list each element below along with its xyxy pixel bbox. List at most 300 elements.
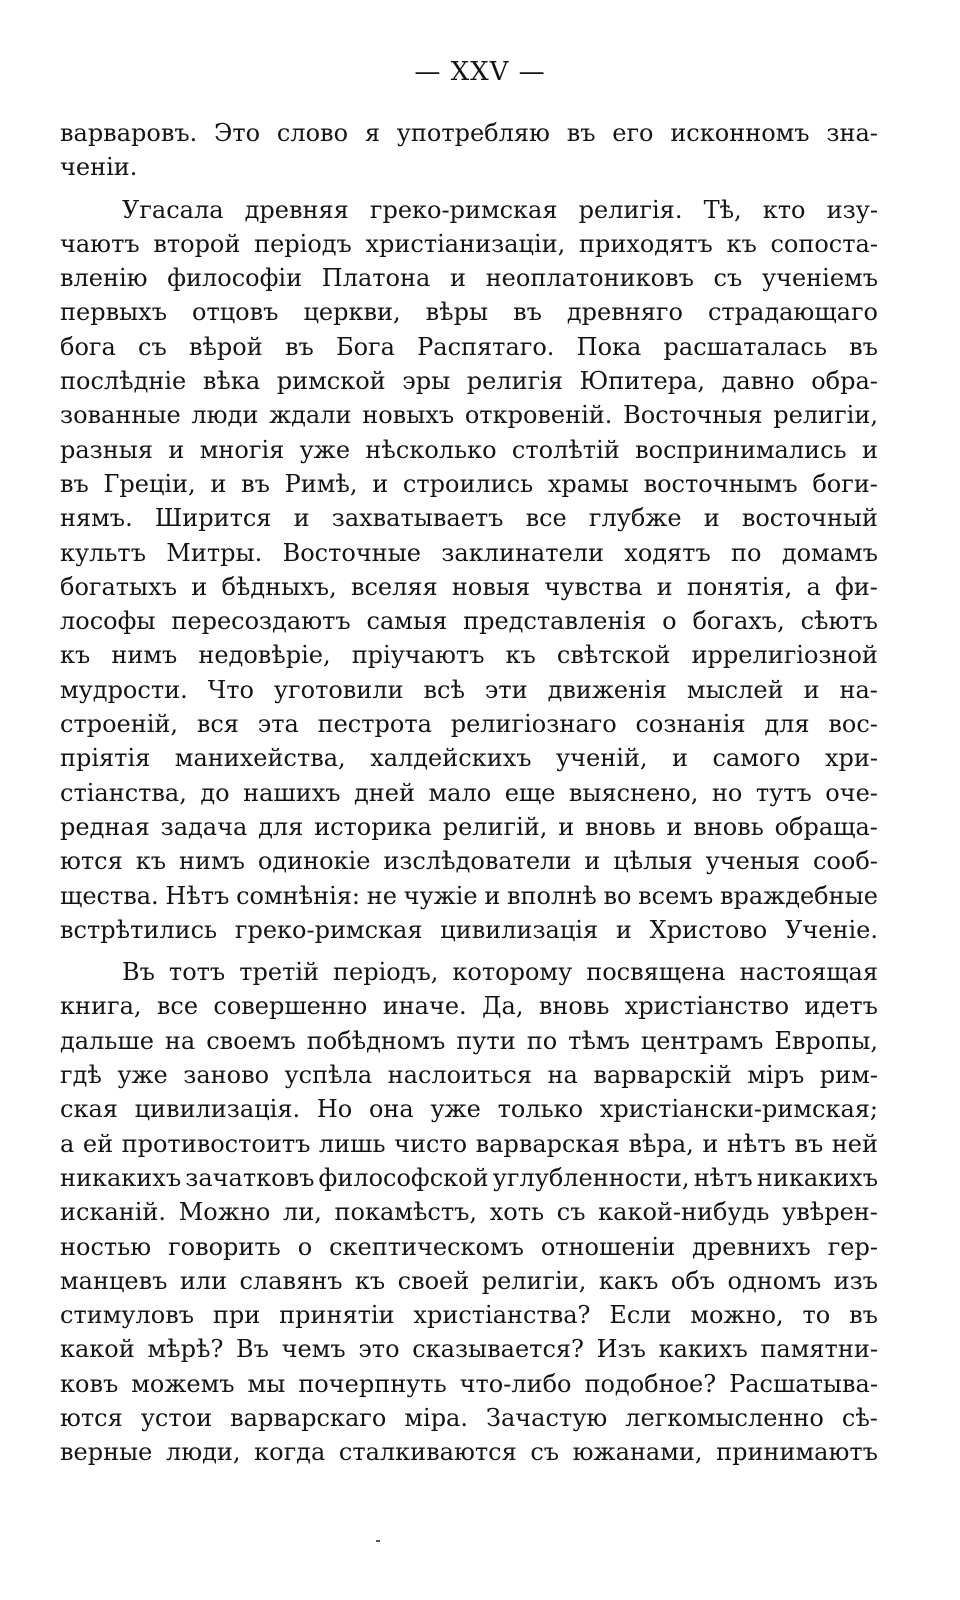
word: богатыхъ [60,572,177,601]
word: къ [726,229,757,258]
word: христіанства? [413,1301,591,1330]
word: къ [135,847,166,876]
text-line [60,398,878,432]
word: никакихъ [756,1163,878,1192]
word: въ [513,298,542,327]
word: памятни- [760,1335,878,1364]
word: къ [354,1266,386,1295]
word: для [764,710,810,739]
text-line [60,364,878,398]
word: центрамъ [640,1026,764,1055]
word: и [584,847,601,876]
word: слово [276,119,349,147]
word: при [212,1301,261,1330]
text-line [60,1435,878,1469]
word: греко-римская [234,915,423,944]
word: сѣ- [841,1403,878,1432]
word: нѣсколько [365,435,497,464]
word: вновь [693,812,764,841]
word: религіознаго [450,710,617,739]
word: одинокіе [257,847,371,876]
word: встрѣтились [60,915,218,944]
word: цѣлыя [613,847,693,876]
text-line [60,1161,878,1195]
text-line [60,810,878,844]
word: эры [402,367,451,396]
word: боги- [812,469,878,498]
word: своей [397,1266,470,1295]
word: зачатковъ [185,1163,315,1192]
word: своемъ [206,1026,296,1055]
word: исконномъ [670,119,810,147]
word: изъ [833,1266,878,1295]
word: эта [257,710,299,739]
text-line [60,295,878,329]
word: философіи [167,264,303,293]
word: мудрости. [60,675,188,704]
word: и [615,915,632,944]
word: къ [505,641,536,670]
word: пути [456,1026,516,1055]
word: она [368,1095,414,1124]
word: легкомысленно [625,1403,824,1432]
word: чемъ [281,1335,346,1364]
word: вполнѣ [507,881,597,910]
text-line [60,467,878,501]
word: ностью [60,1232,152,1261]
word: еще [504,778,556,807]
word: Можно [178,1198,271,1227]
word: принимаютъ [716,1438,878,1467]
word: сказывается? [412,1335,584,1364]
word: восточнымъ [643,469,798,498]
word: принятіи [279,1301,395,1330]
text-line [60,1230,878,1264]
word: ются [60,1403,123,1432]
word: религіи, [481,1266,587,1295]
word: столѣтій [511,435,620,464]
word: страдающаго [707,298,878,327]
word: а [60,1129,75,1158]
text-line [60,707,878,741]
word: расшаталась [663,332,827,361]
word: на [547,1061,578,1090]
word: давно [721,367,795,396]
word: Ширится [154,504,272,533]
word: и [449,264,466,293]
word: на [164,1026,196,1055]
word: Римѣ, [284,469,358,498]
word: домамъ [781,538,878,567]
word: посвящена [586,958,726,987]
word: скептическомъ [329,1232,524,1261]
word: чаютъ [60,229,140,258]
word: ученыя [705,847,801,876]
word: люди [191,401,259,430]
page-number-header: — XXV — [414,57,546,87]
text-line [60,1127,878,1161]
word: ней [831,1129,878,1158]
word: ли, [282,1198,322,1227]
word: какъ [598,1266,659,1295]
word: восточный [741,504,878,533]
word: мало [428,778,492,807]
word: недовѣріе, [198,641,331,670]
word: наслоиться [387,1061,533,1090]
word: цивилизація. [134,1095,301,1124]
word: и [168,435,185,464]
word: какой-нибудь [598,1198,770,1227]
word: культъ [60,538,146,567]
word: міра. [404,1403,468,1432]
word: употребляю [396,119,550,147]
word: первыхъ [60,298,167,327]
word: всѣ [423,675,465,704]
word: пріучаютъ [351,641,485,670]
word: и [210,469,227,498]
text-line [60,1332,878,1366]
word: задача [160,812,248,841]
word: и [191,572,208,601]
word: не [366,881,397,910]
word: въ [284,332,314,361]
word: ченіи. [60,153,138,182]
word: Нѣтъ [165,881,230,910]
text-line [60,989,878,1023]
word: въ [60,469,89,498]
word: Восточныя [623,401,763,430]
word: по [526,1026,558,1055]
word: оче- [825,778,878,807]
word: ская [60,1095,118,1124]
word: углубленности, [492,1163,690,1192]
word: щества. [60,881,159,910]
word: храмы [547,469,629,498]
text-line [60,116,878,150]
word: или [179,1266,228,1295]
word: сомнѣнія: [236,881,361,910]
word: приходятъ [578,229,713,258]
word: противостоитъ [121,1129,311,1158]
word: тутъ [755,778,812,807]
word: послѣдніе [60,367,187,396]
word: дальше [60,1026,154,1055]
word: ученіемъ [761,264,878,293]
word: пестрота [317,710,432,739]
word: манцевъ [60,1266,168,1295]
word: Греціи, [103,469,196,498]
word: нашихъ [243,778,341,807]
word: и [666,812,683,841]
word: откровеній. [464,401,613,430]
word: съ [713,264,743,293]
word: чужіе [403,881,478,910]
word: варварская [475,1129,620,1158]
word: славянъ [239,1266,343,1295]
word: мыслей [686,675,784,704]
text-line [60,1058,878,1092]
word: верные [60,1438,153,1467]
word: южанами, [572,1438,703,1467]
word: неоплатониковъ [485,264,694,293]
word: и [702,1129,719,1158]
word: обраща- [774,812,878,841]
word: Юпитера, [579,367,705,396]
word: христіанизаціи, [365,229,566,258]
word: но [711,778,743,807]
word: нямъ. [60,504,133,533]
word: враждебные [719,881,878,910]
word: уготовили [273,675,404,704]
word: христіански-римская; [599,1095,878,1124]
word: люди, [166,1438,241,1467]
word: сопоста- [770,229,878,258]
word: вленію [60,264,148,293]
text-line [60,913,878,947]
word: варварскаго [230,1403,387,1432]
word: что-либо [459,1369,572,1398]
word: ей [82,1129,114,1158]
word: греко-римская [369,195,558,224]
text-line [60,536,878,570]
word: вѣры [425,298,489,327]
word: дней [354,778,416,807]
text-line [60,741,878,775]
word: и [484,881,501,910]
word: уже [117,1061,168,1090]
text-line [60,1367,878,1401]
word: церкви, [303,298,401,327]
word: въ [566,119,596,147]
word: Если [609,1301,672,1330]
word: это [358,1335,400,1364]
word: Бога [335,332,395,361]
word: свѣтской [556,641,671,670]
word: Платона [321,264,431,293]
word: то [802,1301,831,1330]
text-line [60,570,878,604]
word: и [293,504,310,533]
word: съ [138,332,167,361]
text-line [60,879,878,913]
word: Митры. [166,538,263,567]
text-line [60,227,878,261]
word: по [731,538,762,567]
word: гер- [827,1232,878,1261]
word: религій, [442,812,548,841]
word: какихъ [658,1335,748,1364]
word: и [703,504,720,533]
word: сооб- [813,847,878,876]
word: побѣдномъ [306,1026,446,1055]
word: Что [207,675,254,704]
word: строились [402,469,534,498]
word: представленія [463,607,647,636]
word: обра- [811,367,878,396]
word: ученій, [556,744,648,773]
word: его [612,119,654,147]
word: нимъ [111,641,178,670]
word: многія [199,435,285,464]
word: варварскій [593,1061,732,1090]
word: говорить [168,1232,281,1261]
word: для [258,812,304,841]
word: движенія [547,675,667,704]
word: вѣра, [628,1129,694,1158]
word: бѣдныхъ, [221,572,337,601]
text-line [60,638,878,672]
word: Европы, [774,1026,878,1055]
word: древнихъ [692,1232,811,1261]
word: захватываетъ [331,504,504,533]
word: и [558,812,575,841]
word: уже [299,435,351,464]
word: нѣтъ [693,1163,753,1192]
word: вос- [828,710,878,739]
word: и [803,675,820,704]
word: лософы [60,607,156,636]
word: разныя [60,435,153,464]
word: совершенно [213,992,368,1021]
word: древняго [566,298,683,327]
word: Восточные [282,538,421,567]
word: стимуловъ [60,1301,194,1330]
word: устои [140,1403,213,1432]
word: заново [183,1061,270,1090]
word: пересоздаютъ [171,607,351,636]
word: отцовъ [192,298,279,327]
word: на- [839,675,878,704]
word: рим- [819,1061,878,1090]
word: Тѣ, [703,195,742,224]
word: съ [530,1438,560,1467]
word: вновь [538,992,610,1021]
word: нѣтъ [726,1129,786,1158]
word: къ [60,641,91,670]
word: Пока [576,332,642,361]
word: подобное? [584,1369,717,1398]
word: гдѣ [60,1061,102,1090]
word: Изъ [596,1335,646,1364]
text-line [60,776,878,810]
word: увѣрен- [782,1198,878,1227]
text-line [60,150,878,184]
word: и [372,469,389,498]
word: всемъ [638,881,714,910]
body-text [60,116,878,1470]
word: иррелигіозной [691,641,878,670]
text-line [60,604,878,638]
word: міръ [747,1061,805,1090]
word: успѣла [284,1061,373,1090]
text-line [60,1264,878,1298]
word: когда [254,1438,326,1467]
word: зованные [60,401,181,430]
word: уже [430,1095,481,1124]
word: объ [670,1266,716,1295]
word: Расшатыва- [729,1369,878,1398]
text-line [60,1024,878,1058]
word: философской [318,1163,489,1192]
word: третій [239,958,320,987]
word: ждали [269,401,352,430]
text-line [60,1092,878,1126]
word: только [497,1095,584,1124]
word: бога [60,332,116,361]
word: покамѣстъ, [334,1198,478,1227]
word: Да, [482,992,524,1021]
text-line [60,193,878,227]
word: въ [849,1301,878,1330]
word: Въ [236,1335,269,1364]
word: какой [60,1335,135,1364]
text-line [60,433,878,467]
text-line [60,844,878,878]
word: ковъ [60,1369,119,1398]
word: стіанства, [60,778,187,807]
word: въ [794,1129,824,1158]
text-line [60,501,878,535]
word: редная [60,812,150,841]
word: сознанія [635,710,746,739]
word: новыхъ [362,401,455,430]
text-line [60,955,878,989]
word: чувства [544,572,643,601]
text-line [60,1401,878,1435]
word: отношеніи [540,1232,676,1261]
word: изслѣдователи [383,847,572,876]
word: фи- [835,572,878,601]
word: которому [452,958,573,987]
word: сѣютъ [800,607,878,636]
word: періодъ [254,229,352,258]
word: Это [214,119,261,147]
word: и [656,572,673,601]
word: во [603,881,632,910]
word: въ [241,469,270,498]
word: древняя [244,195,349,224]
word: вѣка [202,367,261,396]
word: исканій. [60,1198,167,1227]
word: историка [314,812,432,841]
word: римской [276,367,386,396]
word: зна- [826,119,878,147]
word: манихейства, [174,744,346,773]
word: въ [849,332,878,361]
word: одномъ [727,1266,822,1295]
word: о [662,607,677,636]
word: выяснено, [568,778,699,807]
word: вѣрой [188,332,263,361]
word: и [672,744,689,773]
word: кто [762,195,806,224]
word: строеній, [60,710,179,739]
word: религіи, [773,401,878,430]
word: мы [247,1369,286,1398]
word: хри- [824,744,878,773]
word: хоть [489,1198,545,1227]
text-line [60,261,878,295]
word: эти [484,675,528,704]
word: ходятъ [624,538,711,567]
word: о [297,1232,313,1261]
word: религія [466,367,563,396]
word: съ [556,1198,586,1227]
word: все [156,992,199,1021]
word: чисто [394,1129,468,1158]
word: никакихъ [60,1163,182,1192]
word: до [200,778,230,807]
